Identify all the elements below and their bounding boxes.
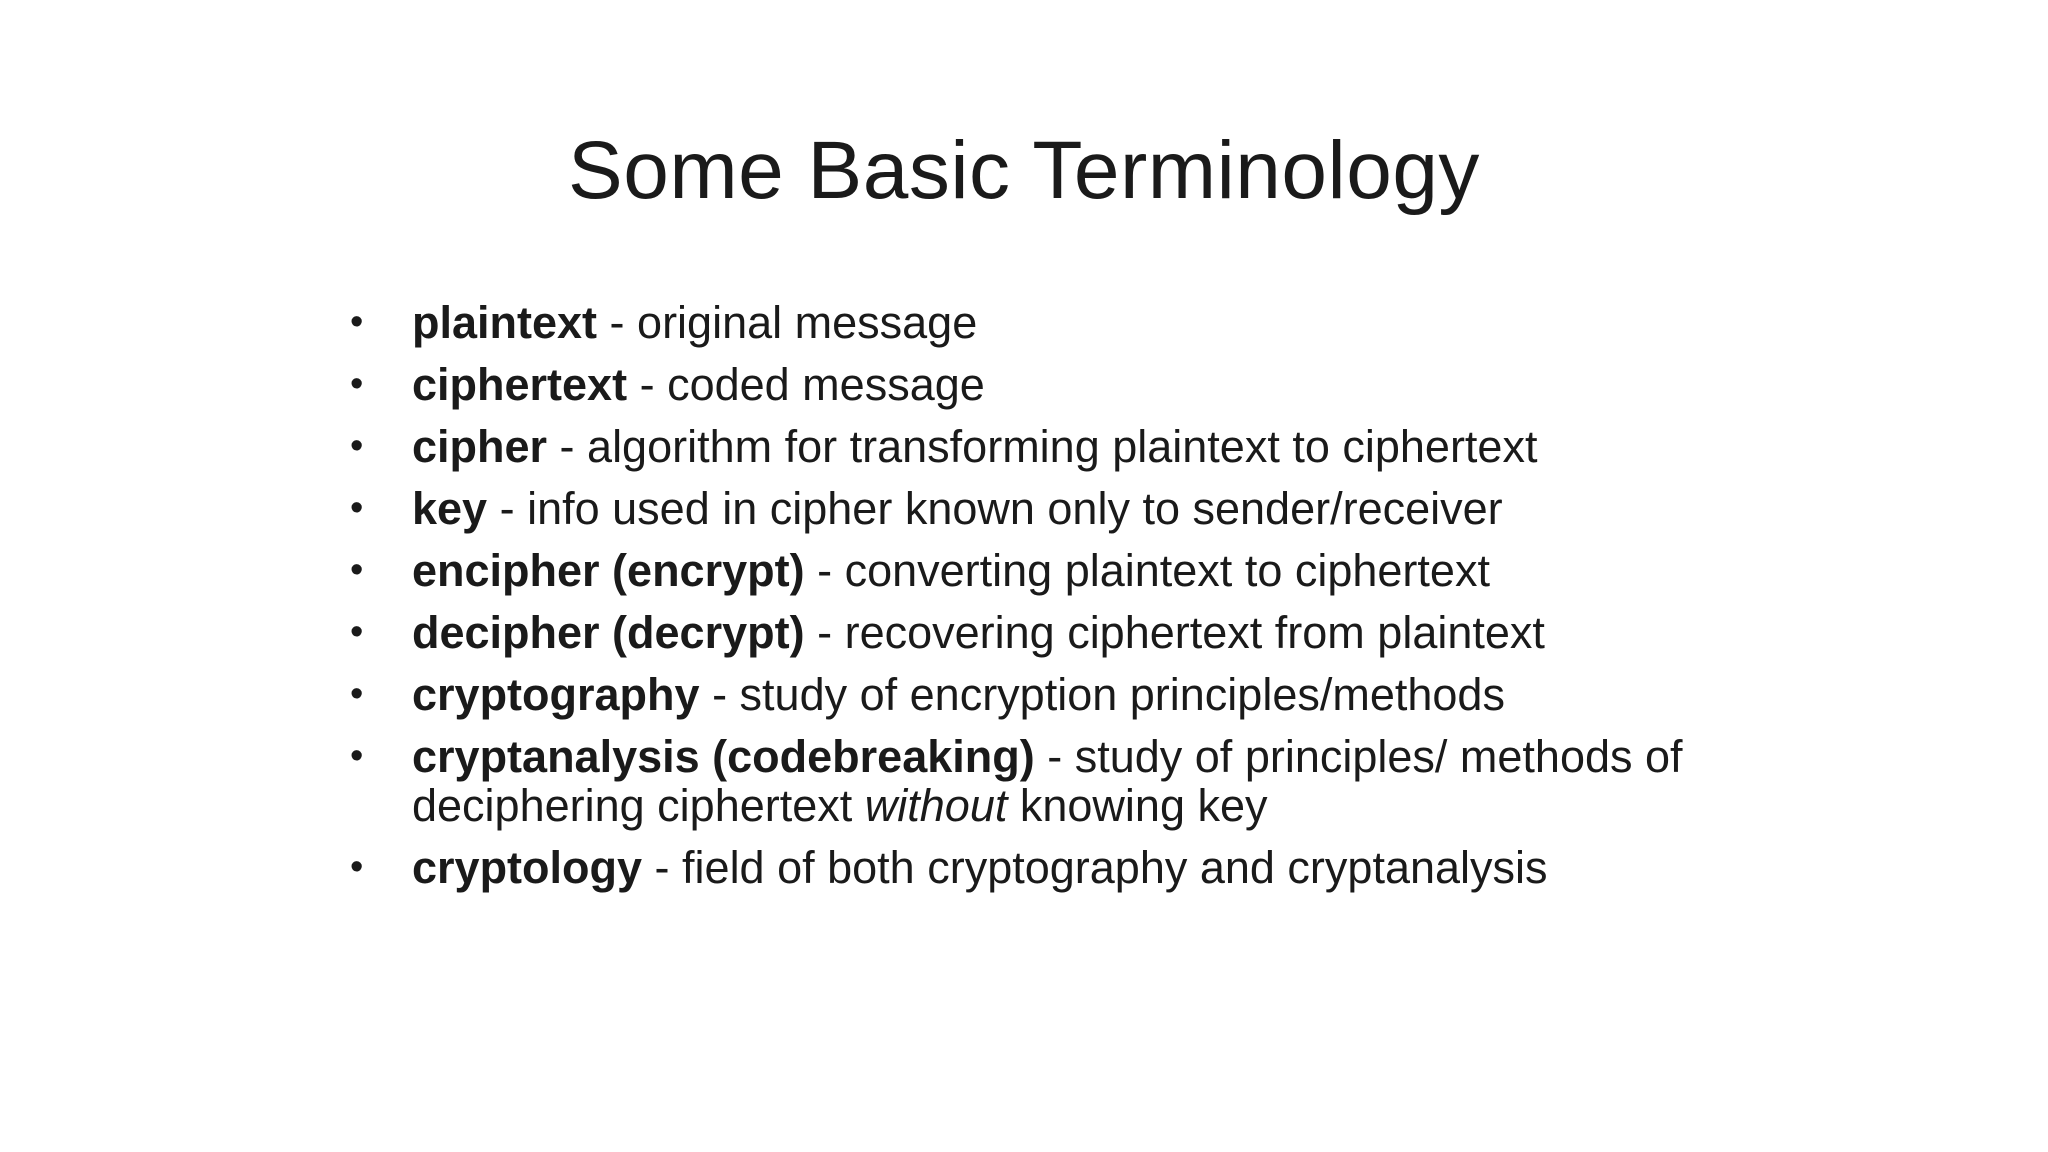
list-item <box>350 843 1750 892</box>
bullet-icon: • <box>350 611 364 653</box>
bullet-icon: • <box>350 673 364 715</box>
term-label: cipher <box>412 421 548 472</box>
term-description: - algorithm for transforming plaintext to ciphertext <box>547 421 1538 472</box>
bullet-icon: • <box>350 301 364 343</box>
term-description: - study of principles/ methods of deciphering ciphertext <box>412 731 1683 831</box>
term-description: - study of encryption principles/methods <box>699 669 1505 720</box>
list-item <box>350 484 1750 533</box>
list-item <box>350 360 1750 409</box>
bullet-icon: • <box>350 735 364 777</box>
term-description: - original message <box>597 297 978 348</box>
bullet-icon: • <box>350 549 364 591</box>
term-label: cryptography <box>412 669 700 720</box>
term-label: ciphertext <box>412 359 628 410</box>
term-label: cryptanalysis (codebreaking) <box>412 731 1035 782</box>
term-label: encipher (encrypt) <box>412 545 805 596</box>
list-item <box>350 422 1750 471</box>
term-label: decipher (decrypt) <box>412 607 805 658</box>
list-item <box>350 298 1750 347</box>
slide-title: Some Basic Terminology <box>568 125 1480 216</box>
term-label: plaintext <box>412 297 598 348</box>
terminology-list <box>350 298 1750 905</box>
bullet-icon: • <box>350 363 364 405</box>
bullet-icon: • <box>350 425 364 467</box>
term-description: - recovering ciphertext from plaintext <box>804 607 1545 658</box>
term-description-emphasis: without <box>864 780 1008 831</box>
list-item <box>350 608 1750 657</box>
list-item <box>350 670 1750 719</box>
term-description: - converting plaintext to ciphertext <box>804 545 1490 596</box>
term-description: - coded message <box>627 359 985 410</box>
list-item <box>350 546 1750 595</box>
term-description: - field of both cryptography and cryptanalysis <box>642 842 1548 893</box>
bullet-icon: • <box>350 846 364 888</box>
term-description-end: knowing key <box>1007 780 1268 831</box>
list-item <box>350 732 1750 830</box>
bullet-icon: • <box>350 487 364 529</box>
term-description: - info used in cipher known only to sender/receiver <box>487 483 1503 534</box>
term-label: cryptology <box>412 842 643 893</box>
term-label: key <box>412 483 488 534</box>
